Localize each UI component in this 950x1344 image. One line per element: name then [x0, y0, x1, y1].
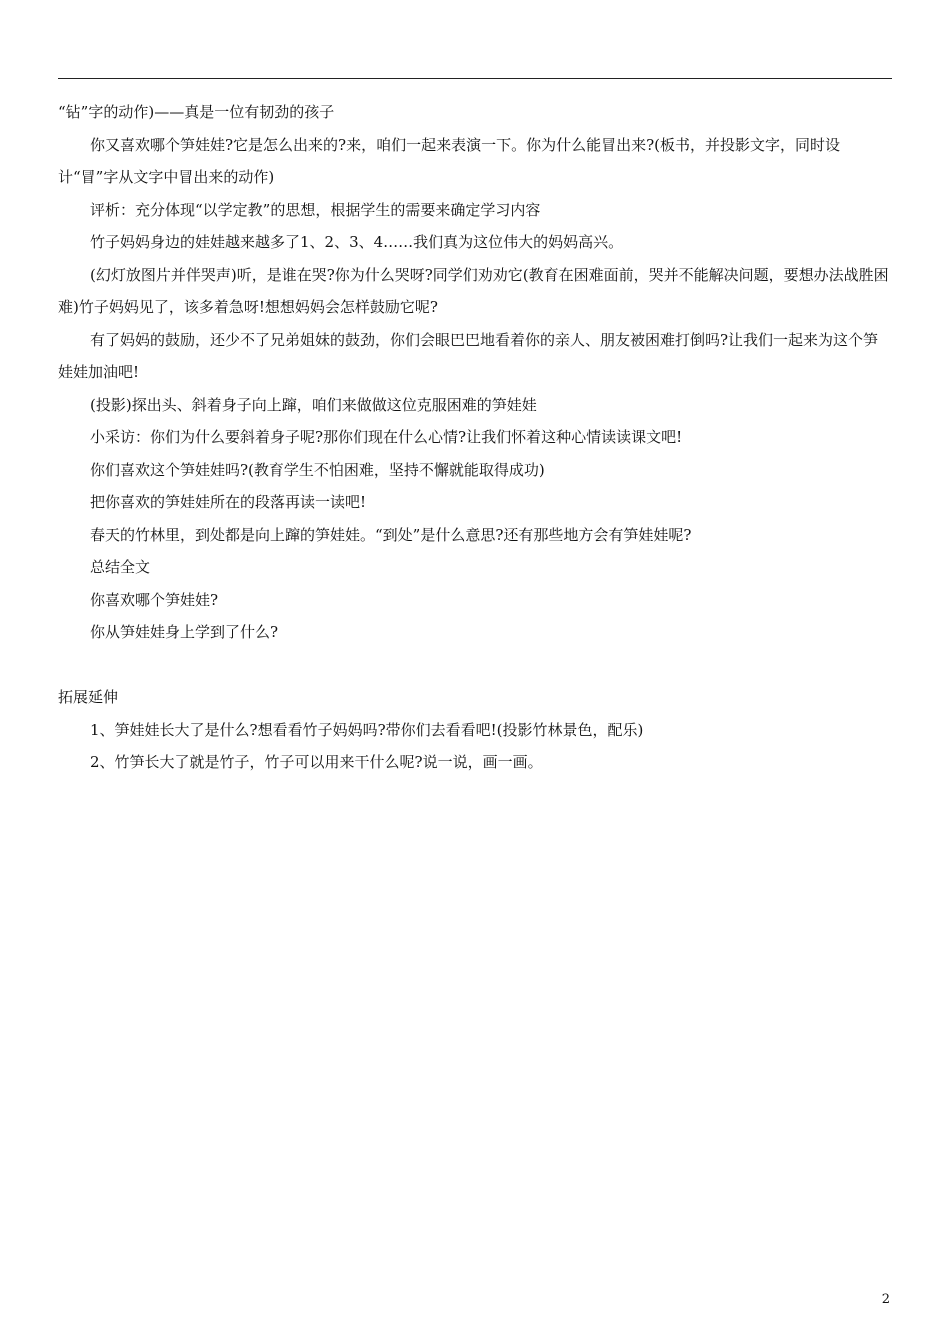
paragraph-5: (幻灯放图片并伴哭声)听，是谁在哭?你为什么哭呀?同学们劝劝它(教育在困难面前，哭并不能解决问题，要想办法战胜困难)竹子妈妈见了，该多着急呀!想想妈妈会怎样鼓励它呢? [58, 265, 889, 316]
paragraph-9: 你们喜欢这个笋娃娃吗?(教育学生不怕困难，坚持不懈就能取得成功) [90, 460, 545, 479]
summary-heading: 总结全文 [90, 558, 151, 576]
extension-item-2: 2、竹笋长大了就是竹子，竹子可以用来干什么呢?说一说，画一画。 [90, 753, 543, 771]
paragraph-11: 春天的竹林里，到处都是向上蹿的笋娃娃。“到处”是什么意思?还有那些地方会有笋娃娃呢? [90, 525, 692, 544]
summary-question-1: 你喜欢哪个笋娃娃? [90, 590, 219, 609]
paragraph-4: 竹子妈妈身边的娃娃越来越多了1、2、3、4……我们真为这位伟大的妈妈高兴。 [90, 233, 624, 251]
paragraph-6: 有了妈妈的鼓励，还少不了兄弟姐妹的鼓劲，你们会眼巴巴地看着你的亲人、朋友被困难打倒吗?让我们一起来为这个笋娃娃加油吧! [58, 330, 879, 381]
paragraph-2: 你又喜欢哪个笋娃娃?它是怎么出来的?来，咱们一起来表演一下。你为什么能冒出来?(板书，并投影文字，同时设计“冒”字从文字中冒出来的动作) [58, 135, 840, 186]
document-body [58, 96, 892, 779]
paragraph-10: 把你喜欢的笋娃娃所在的段落再读一读吧! [90, 493, 367, 511]
section-spacer [58, 649, 892, 682]
paragraph-7: (投影)探出头、斜着身子向上蹿，咱们来做做这位克服困难的笋娃娃 [90, 395, 537, 414]
page-number: 2 [881, 1292, 890, 1307]
paragraph-1: “钻”字的动作)——真是一位有韧劲的孩子 [58, 103, 335, 121]
paragraph-3: 评析：充分体现“以学定教”的思想，根据学生的需要来确定学习内容 [90, 200, 541, 219]
paragraph-8: 小采访：你们为什么要斜着身子呢?那你们现在什么心情?让我们怀着这种心情读读课文吧! [90, 428, 683, 446]
extension-heading: 拓展延伸 [58, 688, 119, 706]
summary-question-2: 你从笋娃娃身上学到了什么? [90, 623, 279, 641]
extension-item-1: 1、笋娃娃长大了是什么?想看看竹子妈妈吗?带你们去看看吧!(投影竹林景色，配乐) [90, 720, 644, 739]
header-rule [58, 78, 892, 79]
